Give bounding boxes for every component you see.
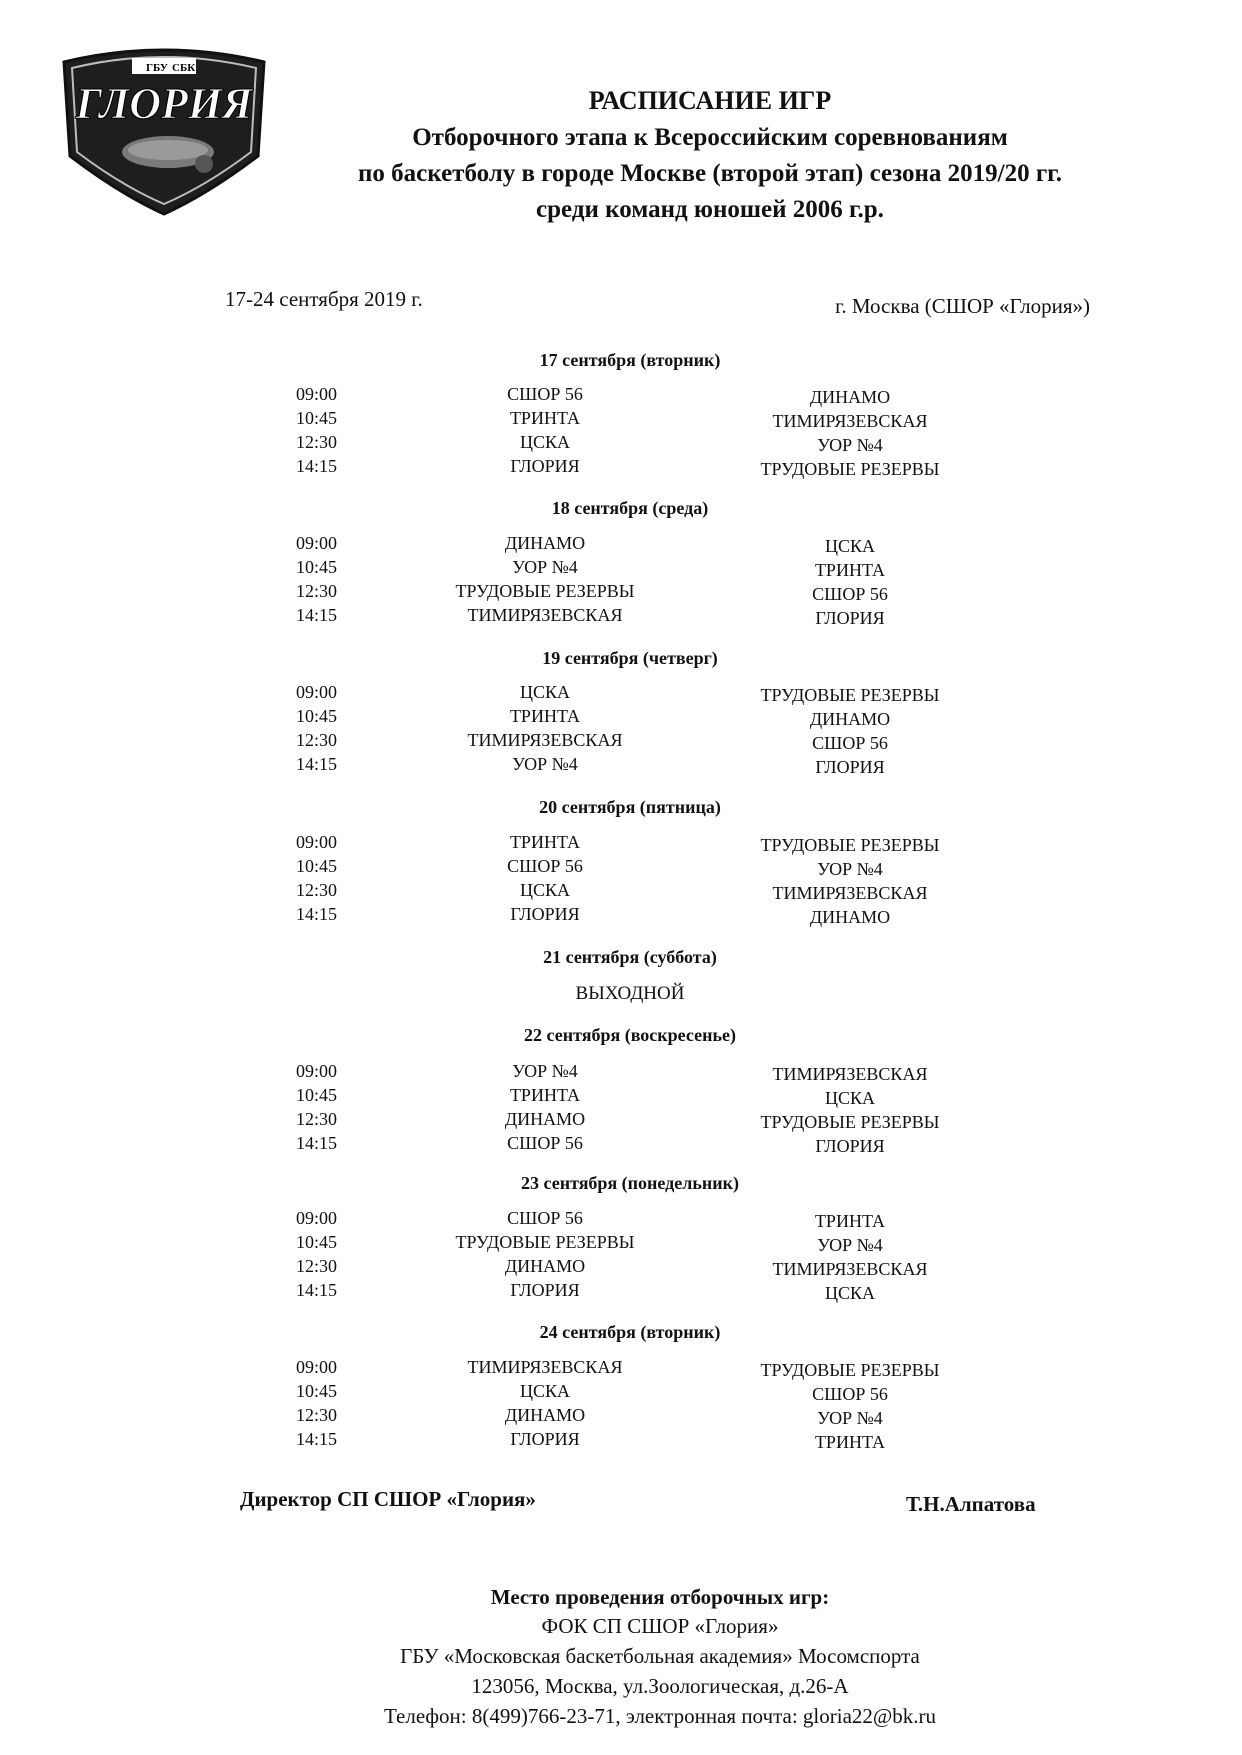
away-team: ТИМИРЯЗЕВСКАЯ [772, 1259, 928, 1279]
away-team: УОР №4 [817, 1408, 883, 1428]
game-time: 10:45 [296, 1232, 338, 1252]
home-team: СШОР 56 [507, 1208, 583, 1228]
game-time: 09:00 [296, 1357, 338, 1377]
away-team: ТРУДОВЫЕ РЕЗЕРВЫ [760, 1360, 940, 1380]
day-heading: 22 сентября (воскресенье) [524, 1025, 736, 1045]
signatory-name: Т.Н.Алпатова [906, 1492, 1036, 1516]
home-team: ДИНАМО [504, 1405, 586, 1425]
day-heading: 18 сентября (среда) [551, 498, 709, 518]
venue-line: ГБУ «Московская баскетбольная академия» Мосомспорта [400, 1644, 920, 1668]
game-row [0, 730, 1242, 752]
home-team: УОР №4 [512, 557, 578, 577]
game-time: 10:45 [296, 1381, 338, 1401]
venue-address: 123056, Москва, ул.Зоологическая, д.26-А [471, 1674, 849, 1698]
game-row [0, 408, 1242, 430]
away-team: ТИМИРЯЗЕВСКАЯ [772, 883, 928, 903]
game-row [0, 1405, 1242, 1427]
home-team: ТРУДОВЫЕ РЕЗЕРВЫ [455, 1232, 635, 1252]
game-time: 14:15 [296, 1429, 338, 1449]
game-time: 09:00 [296, 1061, 338, 1081]
away-team: ТРИНТА [814, 1211, 886, 1231]
away-team: СШОР 56 [812, 733, 888, 753]
away-team: ДИНАМО [809, 387, 891, 407]
away-team: ТРУДОВЫЕ РЕЗЕРВЫ [760, 459, 940, 479]
rest-day-label: ВЫХОДНОЙ [575, 983, 685, 1004]
game-time: 14:15 [296, 1280, 338, 1300]
game-row [0, 754, 1242, 776]
away-team: ДИНАМО [809, 709, 891, 729]
game-time: 12:30 [296, 880, 338, 900]
game-row [0, 581, 1242, 603]
game-time: 14:15 [296, 754, 338, 774]
away-team: СШОР 56 [812, 584, 888, 604]
game-row [0, 557, 1242, 579]
event-place: г. Москва (СШОР «Глория») [835, 294, 1090, 318]
day-heading: 17 сентября (вторник) [539, 350, 721, 370]
away-team: УОР №4 [817, 435, 883, 455]
game-row [0, 856, 1242, 878]
away-team: ГЛОРИЯ [815, 1136, 885, 1156]
game-row [0, 1280, 1242, 1302]
day-heading: 21 сентября (суббота) [543, 947, 717, 967]
away-team: ЦСКА [824, 1283, 875, 1303]
game-time: 09:00 [296, 533, 338, 553]
venue-line: ФОК СП СШОР «Глория» [541, 1614, 779, 1638]
game-row [0, 456, 1242, 478]
home-team: СШОР 56 [507, 1133, 583, 1153]
document-subtitle-line-2: по баскетболу в городе Москве (второй этап) сезона 2019/20 гг. [358, 160, 1062, 187]
venue-heading: Место проведения отборочных игр: [490, 1585, 830, 1609]
away-team: ГЛОРИЯ [815, 757, 885, 777]
day-heading: 23 сентября (понедельник) [521, 1173, 739, 1193]
home-team: ГЛОРИЯ [510, 1429, 580, 1449]
away-team: ТИМИРЯЗЕВСКАЯ [772, 1064, 928, 1084]
game-row [0, 1085, 1242, 1107]
game-row [0, 1109, 1242, 1131]
game-time: 10:45 [296, 408, 338, 428]
game-row [0, 1232, 1242, 1254]
away-team: ТРУДОВЫЕ РЕЗЕРВЫ [760, 835, 940, 855]
game-time: 09:00 [296, 832, 338, 852]
game-time: 14:15 [296, 1133, 338, 1153]
game-time: 10:45 [296, 557, 338, 577]
home-team: УОР №4 [512, 754, 578, 774]
home-team: ДИНАМО [504, 1256, 586, 1276]
game-time: 10:45 [296, 856, 338, 876]
home-team: ЦСКА [519, 1381, 570, 1401]
away-team: ТРИНТА [814, 1432, 886, 1452]
game-time: 12:30 [296, 730, 338, 750]
game-time: 10:45 [296, 1085, 338, 1105]
game-row [0, 533, 1242, 555]
game-row [0, 904, 1242, 926]
svg-text:ГБУ: ГБУ [146, 62, 168, 74]
home-team: СШОР 56 [507, 856, 583, 876]
home-team: ТРУДОВЫЕ РЕЗЕРВЫ [455, 581, 635, 601]
away-team: ЦСКА [824, 536, 875, 556]
away-team: ТРУДОВЫЕ РЕЗЕРВЫ [760, 685, 940, 705]
away-team: ТРИНТА [814, 560, 886, 580]
game-row [0, 832, 1242, 854]
game-time: 12:30 [296, 1405, 338, 1425]
signatory-role: Директор СП СШОР «Глория» [240, 1487, 536, 1511]
svg-text:СБК: СБК [172, 62, 196, 74]
game-row [0, 1208, 1242, 1230]
game-row [0, 384, 1242, 406]
game-time: 12:30 [296, 432, 338, 452]
home-team: ГЛОРИЯ [510, 1280, 580, 1300]
game-time: 09:00 [296, 384, 338, 404]
document-title: РАСПИСАНИЕ ИГР [588, 86, 832, 115]
home-team: ТИМИРЯЗЕВСКАЯ [467, 730, 623, 750]
away-team: ГЛОРИЯ [815, 608, 885, 628]
game-time: 14:15 [296, 904, 338, 924]
game-time: 12:30 [296, 1256, 338, 1276]
home-team: ТРИНТА [509, 1085, 581, 1105]
home-team: ТИМИРЯЗЕВСКАЯ [467, 1357, 623, 1377]
away-team: ТИМИРЯЗЕВСКАЯ [772, 411, 928, 431]
game-row [0, 706, 1242, 728]
document-subtitle-line-3: среди команд юношей 2006 г.р. [536, 196, 884, 223]
home-team: ТРИНТА [509, 832, 581, 852]
game-row [0, 1357, 1242, 1379]
home-team: УОР №4 [512, 1061, 578, 1081]
home-team: СШОР 56 [507, 384, 583, 404]
day-heading: 24 сентября (вторник) [539, 1322, 721, 1342]
game-time: 09:00 [296, 1208, 338, 1228]
game-time: 14:15 [296, 456, 338, 476]
game-time: 09:00 [296, 682, 338, 702]
game-row [0, 682, 1242, 704]
home-team: ТРИНТА [509, 706, 581, 726]
game-row [0, 1133, 1242, 1155]
day-heading: 20 сентября (пятница) [539, 797, 721, 817]
home-team: ГЛОРИЯ [510, 904, 580, 924]
home-team: ТИМИРЯЗЕВСКАЯ [467, 605, 623, 625]
home-team: ЦСКА [519, 880, 570, 900]
away-team: ТРУДОВЫЕ РЕЗЕРВЫ [760, 1112, 940, 1132]
svg-text:ГЛОРИЯ: ГЛОРИЯ [75, 79, 253, 128]
away-team: УОР №4 [817, 859, 883, 879]
event-dates: 17-24 сентября 2019 г. [225, 287, 423, 311]
home-team: ЦСКА [519, 682, 570, 702]
game-row [0, 605, 1242, 627]
venue-contacts: Телефон: 8(499)766-23-71, электронная почта: gloria22@bk.ru [384, 1704, 936, 1728]
game-row [0, 1429, 1242, 1451]
home-team: ТРИНТА [509, 408, 581, 428]
game-time: 12:30 [296, 1109, 338, 1129]
game-time: 14:15 [296, 605, 338, 625]
away-team: СШОР 56 [812, 1384, 888, 1404]
game-row [0, 432, 1242, 454]
home-team: ДИНАМО [504, 533, 586, 553]
away-team: УОР №4 [817, 1235, 883, 1255]
game-time: 12:30 [296, 581, 338, 601]
game-row [0, 1381, 1242, 1403]
game-row [0, 1256, 1242, 1278]
away-team: ЦСКА [824, 1088, 875, 1108]
game-row [0, 1061, 1242, 1083]
home-team: ГЛОРИЯ [510, 456, 580, 476]
document-subtitle-line-1: Отборочного этапа к Всероссийским соревнованиям [412, 124, 1008, 151]
home-team: ЦСКА [519, 432, 570, 452]
game-row [0, 880, 1242, 902]
away-team: ДИНАМО [809, 907, 891, 927]
home-team: ДИНАМО [504, 1109, 586, 1129]
game-time: 10:45 [296, 706, 338, 726]
day-heading: 19 сентября (четверг) [542, 648, 718, 668]
